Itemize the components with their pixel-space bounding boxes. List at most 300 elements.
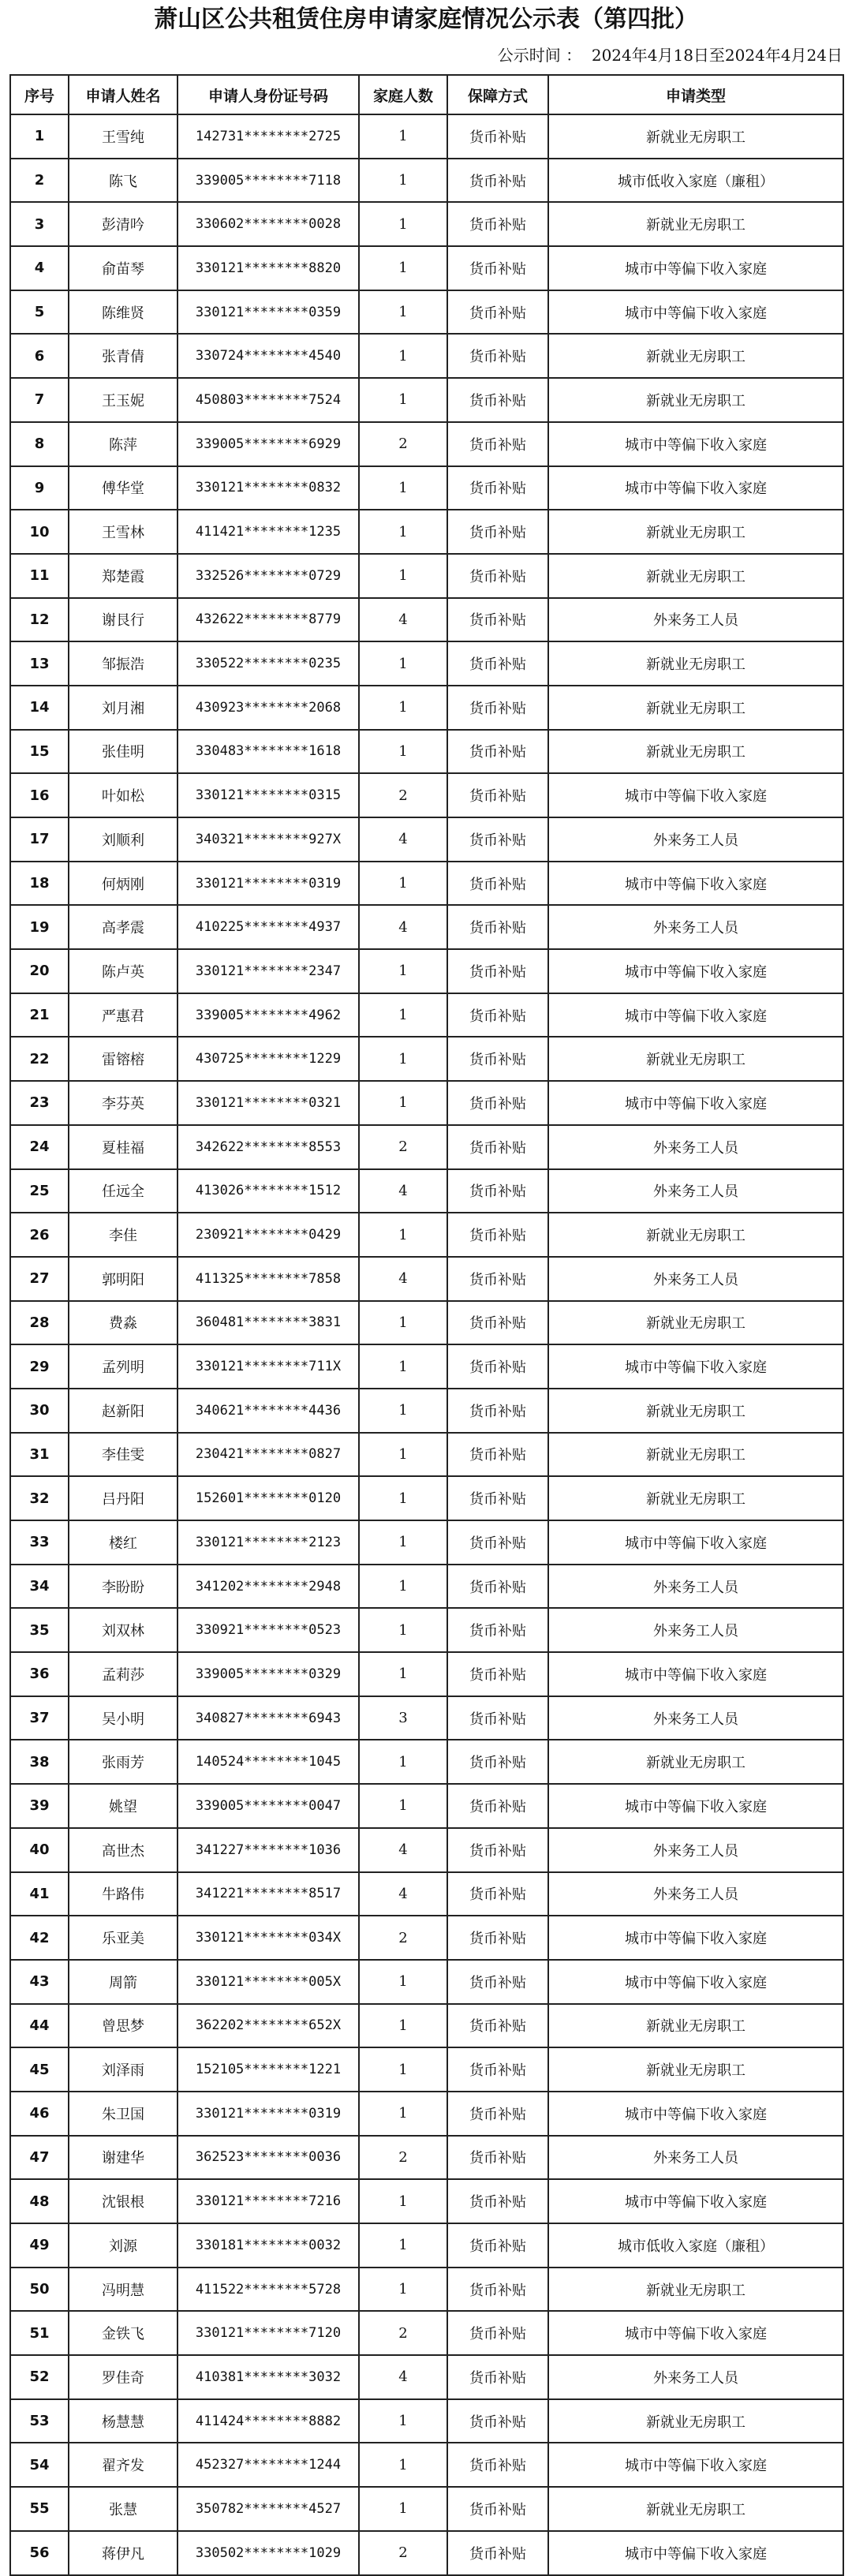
family-size: 2 xyxy=(359,1125,447,1169)
family-size: 1 xyxy=(359,1565,447,1609)
family-size: 4 xyxy=(359,1828,447,1872)
family-size: 1 xyxy=(359,1960,447,2004)
applicant-name: 俞苗琴 xyxy=(69,246,178,290)
family-size: 1 xyxy=(359,510,447,554)
family-size: 1 xyxy=(359,1344,447,1389)
support-method: 货币补贴 xyxy=(447,949,548,993)
application-type: 新就业无房职工 xyxy=(548,2047,843,2092)
id-number: 140524********1045 xyxy=(178,1740,359,1784)
applicant-name: 沈银根 xyxy=(69,2179,178,2223)
row-number: 8 xyxy=(10,422,69,466)
applicant-name: 叶如松 xyxy=(69,773,178,817)
applicant-name: 张佳明 xyxy=(69,730,178,774)
support-method: 货币补贴 xyxy=(447,1652,548,1696)
application-type: 外来务工人员 xyxy=(548,1872,843,1916)
row-number: 20 xyxy=(10,949,69,993)
table-row xyxy=(10,2136,843,2180)
id-number: 452327********1244 xyxy=(178,2443,359,2487)
row-number: 17 xyxy=(10,817,69,862)
row-number: 43 xyxy=(10,1960,69,2004)
id-number: 330121********2123 xyxy=(178,1520,359,1565)
table-row xyxy=(10,993,843,1038)
column-header: 保障方式 xyxy=(447,75,548,114)
table-row xyxy=(10,1960,843,2004)
table-row xyxy=(10,1125,843,1169)
family-size: 4 xyxy=(359,905,447,949)
family-size: 1 xyxy=(359,2092,447,2136)
table-row xyxy=(10,862,843,906)
applicant-name: 陈萍 xyxy=(69,422,178,466)
applicant-name: 谢建华 xyxy=(69,2136,178,2180)
application-type: 城市中等偏下收入家庭 xyxy=(548,2443,843,2487)
id-number: 411522********5728 xyxy=(178,2268,359,2312)
support-method: 货币补贴 xyxy=(447,1960,548,2004)
applicant-name: 刘源 xyxy=(69,2223,178,2268)
id-number: 362202********652X xyxy=(178,2004,359,2048)
support-method: 货币补贴 xyxy=(447,159,548,203)
application-type: 新就业无房职工 xyxy=(548,1301,843,1345)
application-type: 新就业无房职工 xyxy=(548,2004,843,2048)
table-row xyxy=(10,2047,843,2092)
table-row xyxy=(10,246,843,290)
row-number: 53 xyxy=(10,2399,69,2443)
family-size: 1 xyxy=(359,2399,447,2443)
table-row xyxy=(10,817,843,862)
row-number: 42 xyxy=(10,1916,69,1960)
family-size: 1 xyxy=(359,246,447,290)
applicant-name: 王玉妮 xyxy=(69,378,178,422)
support-method: 货币补贴 xyxy=(447,1213,548,1257)
family-size: 1 xyxy=(359,378,447,422)
row-number: 24 xyxy=(10,1125,69,1169)
id-number: 339005********0329 xyxy=(178,1652,359,1696)
id-number: 330121********0319 xyxy=(178,862,359,906)
support-method: 货币补贴 xyxy=(447,817,548,862)
applicant-name: 刘顺利 xyxy=(69,817,178,862)
table-row xyxy=(10,1828,843,1872)
table-row xyxy=(10,598,843,642)
id-number: 411424********8882 xyxy=(178,2399,359,2443)
id-number: 362523********0036 xyxy=(178,2136,359,2180)
support-method: 货币补贴 xyxy=(447,1520,548,1565)
family-size: 1 xyxy=(359,202,447,246)
applicant-name: 金铁飞 xyxy=(69,2311,178,2355)
applicant-name: 李佳雯 xyxy=(69,1433,178,1477)
applicant-name: 王雪林 xyxy=(69,510,178,554)
table-row xyxy=(10,2311,843,2355)
application-type: 新就业无房职工 xyxy=(548,641,843,686)
table-row xyxy=(10,2487,843,2531)
id-number: 410381********3032 xyxy=(178,2355,359,2399)
id-number: 342622********8553 xyxy=(178,1125,359,1169)
applicant-name: 罗佳奇 xyxy=(69,2355,178,2399)
support-method: 货币补贴 xyxy=(447,686,548,730)
id-number: 341221********8517 xyxy=(178,1872,359,1916)
family-size: 4 xyxy=(359,817,447,862)
applicant-name: 张雨芳 xyxy=(69,1740,178,1784)
id-number: 330121********0321 xyxy=(178,1081,359,1125)
row-number: 21 xyxy=(10,993,69,1038)
application-type: 城市中等偏下收入家庭 xyxy=(548,773,843,817)
row-number: 26 xyxy=(10,1213,69,1257)
support-method: 货币补贴 xyxy=(447,1344,548,1389)
family-size: 1 xyxy=(359,1784,447,1828)
family-size: 1 xyxy=(359,1433,447,1477)
id-number: 411421********1235 xyxy=(178,510,359,554)
support-method: 货币补贴 xyxy=(447,2311,548,2355)
table-row xyxy=(10,1652,843,1696)
application-type: 新就业无房职工 xyxy=(548,686,843,730)
applicant-name: 姚望 xyxy=(69,1784,178,1828)
support-method: 货币补贴 xyxy=(447,2487,548,2531)
row-number: 52 xyxy=(10,2355,69,2399)
row-number: 46 xyxy=(10,2092,69,2136)
family-size: 1 xyxy=(359,1389,447,1433)
application-type: 新就业无房职工 xyxy=(548,2268,843,2312)
support-method: 货币补贴 xyxy=(447,2179,548,2223)
application-type: 外来务工人员 xyxy=(548,1169,843,1213)
applicant-name: 朱卫国 xyxy=(69,2092,178,2136)
family-size: 1 xyxy=(359,334,447,378)
row-number: 44 xyxy=(10,2004,69,2048)
application-type: 城市中等偏下收入家庭 xyxy=(548,1916,843,1960)
id-number: 360481********3831 xyxy=(178,1301,359,1345)
family-size: 1 xyxy=(359,1081,447,1125)
row-number: 5 xyxy=(10,290,69,335)
applicant-name: 刘泽雨 xyxy=(69,2047,178,2092)
row-number: 33 xyxy=(10,1520,69,1565)
applicant-name: 陈维贤 xyxy=(69,290,178,335)
applicant-name: 曾思梦 xyxy=(69,2004,178,2048)
id-number: 152601********0120 xyxy=(178,1476,359,1520)
row-number: 35 xyxy=(10,1608,69,1652)
id-number: 339005********4962 xyxy=(178,993,359,1038)
family-size: 1 xyxy=(359,2047,447,2092)
support-method: 货币补贴 xyxy=(447,378,548,422)
id-number: 340827********6943 xyxy=(178,1696,359,1740)
id-number: 350782********4527 xyxy=(178,2487,359,2531)
application-type: 城市中等偏下收入家庭 xyxy=(548,2311,843,2355)
application-type: 新就业无房职工 xyxy=(548,2399,843,2443)
id-number: 330121********0315 xyxy=(178,773,359,817)
table-row xyxy=(10,466,843,510)
support-method: 货币补贴 xyxy=(447,1608,548,1652)
row-number: 3 xyxy=(10,202,69,246)
applicant-name: 杨慧慧 xyxy=(69,2399,178,2443)
id-number: 432622********8779 xyxy=(178,598,359,642)
id-number: 450803********7524 xyxy=(178,378,359,422)
family-size: 1 xyxy=(359,114,447,159)
application-type: 新就业无房职工 xyxy=(548,202,843,246)
table-row xyxy=(10,1344,843,1389)
table-row xyxy=(10,1608,843,1652)
applicant-name: 夏桂福 xyxy=(69,1125,178,1169)
row-number: 1 xyxy=(10,114,69,159)
application-type: 新就业无房职工 xyxy=(548,1740,843,1784)
support-method: 货币补贴 xyxy=(447,2355,548,2399)
applicant-name: 何炳刚 xyxy=(69,862,178,906)
table-row xyxy=(10,1520,843,1565)
support-method: 货币补贴 xyxy=(447,202,548,246)
support-method: 货币补贴 xyxy=(447,730,548,774)
application-type: 外来务工人员 xyxy=(548,1257,843,1301)
applicant-name: 彭清吟 xyxy=(69,202,178,246)
application-type: 城市中等偏下收入家庭 xyxy=(548,1652,843,1696)
table-row xyxy=(10,773,843,817)
row-number: 39 xyxy=(10,1784,69,1828)
table-row xyxy=(10,422,843,466)
support-method: 货币补贴 xyxy=(447,1433,548,1477)
application-type: 新就业无房职工 xyxy=(548,554,843,598)
column-header: 家庭人数 xyxy=(359,75,447,114)
application-type: 新就业无房职工 xyxy=(548,1476,843,1520)
applicant-name: 高孝震 xyxy=(69,905,178,949)
application-type: 新就业无房职工 xyxy=(548,1037,843,1081)
row-number: 51 xyxy=(10,2311,69,2355)
column-header: 申请类型 xyxy=(548,75,843,114)
family-size: 1 xyxy=(359,1740,447,1784)
table-row xyxy=(10,202,843,246)
applicant-name: 邹振浩 xyxy=(69,641,178,686)
application-type: 新就业无房职工 xyxy=(548,1213,843,1257)
id-number: 152105********1221 xyxy=(178,2047,359,2092)
id-number: 330121********0359 xyxy=(178,290,359,335)
family-size: 2 xyxy=(359,2311,447,2355)
table-row xyxy=(10,1081,843,1125)
table-body xyxy=(10,114,843,2575)
application-type: 新就业无房职工 xyxy=(548,730,843,774)
support-method: 货币补贴 xyxy=(447,2443,548,2487)
row-number: 55 xyxy=(10,2487,69,2531)
id-number: 330502********1029 xyxy=(178,2531,359,2575)
application-type: 外来务工人员 xyxy=(548,598,843,642)
support-method: 货币补贴 xyxy=(447,246,548,290)
applicant-table xyxy=(9,74,844,2576)
table-row xyxy=(10,1169,843,1213)
applicant-name: 冯明慧 xyxy=(69,2268,178,2312)
row-number: 30 xyxy=(10,1389,69,1433)
publication-period xyxy=(498,41,843,69)
column-header: 序号 xyxy=(10,75,69,114)
family-size: 1 xyxy=(359,1476,447,1520)
family-size: 1 xyxy=(359,2443,447,2487)
application-type: 城市中等偏下收入家庭 xyxy=(548,290,843,335)
support-method: 货币补贴 xyxy=(447,2399,548,2443)
table-header-row xyxy=(10,75,843,114)
family-size: 4 xyxy=(359,1257,447,1301)
application-type: 城市中等偏下收入家庭 xyxy=(548,949,843,993)
support-method: 货币补贴 xyxy=(447,905,548,949)
support-method: 货币补贴 xyxy=(447,554,548,598)
application-type: 城市中等偏下收入家庭 xyxy=(548,993,843,1038)
id-number: 330121********034X xyxy=(178,1916,359,1960)
support-method: 货币补贴 xyxy=(447,2136,548,2180)
family-size: 1 xyxy=(359,686,447,730)
support-method: 货币补贴 xyxy=(447,1389,548,1433)
family-size: 1 xyxy=(359,2487,447,2531)
row-number: 50 xyxy=(10,2268,69,2312)
application-type: 外来务工人员 xyxy=(548,2355,843,2399)
family-size: 1 xyxy=(359,159,447,203)
support-method: 货币补贴 xyxy=(447,1696,548,1740)
application-type: 城市中等偏下收入家庭 xyxy=(548,466,843,510)
row-number: 13 xyxy=(10,641,69,686)
table-row xyxy=(10,1696,843,1740)
id-number: 413026********1512 xyxy=(178,1169,359,1213)
application-type: 新就业无房职工 xyxy=(548,378,843,422)
table-row xyxy=(10,1872,843,1916)
table-row xyxy=(10,159,843,203)
family-size: 4 xyxy=(359,1872,447,1916)
id-number: 430725********1229 xyxy=(178,1037,359,1081)
table-row xyxy=(10,290,843,335)
support-method: 货币补贴 xyxy=(447,1872,548,1916)
id-number: 330602********0028 xyxy=(178,202,359,246)
table-row xyxy=(10,2092,843,2136)
table-row xyxy=(10,2268,843,2312)
id-number: 330121********2347 xyxy=(178,949,359,993)
row-number: 32 xyxy=(10,1476,69,1520)
support-method: 货币补贴 xyxy=(447,2092,548,2136)
table-row xyxy=(10,949,843,993)
row-number: 29 xyxy=(10,1344,69,1389)
support-method: 货币补贴 xyxy=(447,290,548,335)
table-row xyxy=(10,1476,843,1520)
page-title: 萧山区公共租赁住房申请家庭情况公示表（第四批） xyxy=(154,6,698,33)
applicant-name: 孟莉莎 xyxy=(69,1652,178,1696)
id-number: 339005********7118 xyxy=(178,159,359,203)
application-type: 城市中等偏下收入家庭 xyxy=(548,246,843,290)
table-row xyxy=(10,2004,843,2048)
family-size: 1 xyxy=(359,1652,447,1696)
family-size: 1 xyxy=(359,1213,447,1257)
support-method: 货币补贴 xyxy=(447,598,548,642)
application-type: 城市中等偏下收入家庭 xyxy=(548,1784,843,1828)
applicant-name: 赵新阳 xyxy=(69,1389,178,1433)
support-method: 货币补贴 xyxy=(447,773,548,817)
row-number: 16 xyxy=(10,773,69,817)
support-method: 货币补贴 xyxy=(447,466,548,510)
id-number: 330724********4540 xyxy=(178,334,359,378)
applicant-name: 刘双林 xyxy=(69,1608,178,1652)
support-method: 货币补贴 xyxy=(447,1301,548,1345)
table-row xyxy=(10,2531,843,2575)
application-type: 城市中等偏下收入家庭 xyxy=(548,1344,843,1389)
application-type: 城市低收入家庭（廉租） xyxy=(548,159,843,203)
family-size: 1 xyxy=(359,1037,447,1081)
application-type: 城市中等偏下收入家庭 xyxy=(548,862,843,906)
support-method: 货币补贴 xyxy=(447,422,548,466)
support-method: 货币补贴 xyxy=(447,1081,548,1125)
family-size: 2 xyxy=(359,422,447,466)
application-type: 外来务工人员 xyxy=(548,2136,843,2180)
table-row xyxy=(10,1037,843,1081)
support-method: 货币补贴 xyxy=(447,1784,548,1828)
table-row xyxy=(10,334,843,378)
id-number: 330121********7216 xyxy=(178,2179,359,2223)
table-row xyxy=(10,1916,843,1960)
table-row xyxy=(10,1213,843,1257)
family-size: 1 xyxy=(359,949,447,993)
applicant-name: 谢艮行 xyxy=(69,598,178,642)
table-row xyxy=(10,2443,843,2487)
application-type: 城市中等偏下收入家庭 xyxy=(548,2531,843,2575)
row-number: 56 xyxy=(10,2531,69,2575)
application-type: 城市中等偏下收入家庭 xyxy=(548,1960,843,2004)
table-row xyxy=(10,730,843,774)
application-type: 新就业无房职工 xyxy=(548,114,843,159)
family-size: 1 xyxy=(359,290,447,335)
row-number: 36 xyxy=(10,1652,69,1696)
applicant-name: 李芬英 xyxy=(69,1081,178,1125)
id-number: 142731********2725 xyxy=(178,114,359,159)
id-number: 330121********005X xyxy=(178,1960,359,2004)
row-number: 6 xyxy=(10,334,69,378)
application-type: 城市中等偏下收入家庭 xyxy=(548,2092,843,2136)
family-size: 2 xyxy=(359,1916,447,1960)
application-type: 城市中等偏下收入家庭 xyxy=(548,1520,843,1565)
column-header: 申请人身份证号码 xyxy=(178,75,359,114)
row-number: 11 xyxy=(10,554,69,598)
application-type: 新就业无房职工 xyxy=(548,334,843,378)
support-method: 货币补贴 xyxy=(447,2531,548,2575)
id-number: 430923********2068 xyxy=(178,686,359,730)
support-method: 货币补贴 xyxy=(447,2047,548,2092)
family-size: 1 xyxy=(359,2004,447,2048)
row-number: 41 xyxy=(10,1872,69,1916)
id-number: 339005********0047 xyxy=(178,1784,359,1828)
family-size: 1 xyxy=(359,1520,447,1565)
applicant-name: 雷镕榕 xyxy=(69,1037,178,1081)
application-type: 外来务工人员 xyxy=(548,817,843,862)
id-number: 330181********0032 xyxy=(178,2223,359,2268)
family-size: 1 xyxy=(359,1301,447,1345)
table-row xyxy=(10,1257,843,1301)
id-number: 341227********1036 xyxy=(178,1828,359,1872)
period-value: 2024年4月18日至2024年4月24日 xyxy=(591,46,843,65)
applicant-name: 乐亚美 xyxy=(69,1916,178,1960)
row-number: 38 xyxy=(10,1740,69,1784)
family-size: 1 xyxy=(359,466,447,510)
table-row xyxy=(10,1301,843,1345)
applicant-name: 高世杰 xyxy=(69,1828,178,1872)
id-number: 330483********1618 xyxy=(178,730,359,774)
table-row xyxy=(10,686,843,730)
family-size: 1 xyxy=(359,730,447,774)
applicant-name: 王雪纯 xyxy=(69,114,178,159)
table-row xyxy=(10,2179,843,2223)
support-method: 货币补贴 xyxy=(447,1828,548,1872)
id-number: 341202********2948 xyxy=(178,1565,359,1609)
row-number: 48 xyxy=(10,2179,69,2223)
application-type: 城市中等偏下收入家庭 xyxy=(548,422,843,466)
applicant-name: 严惠君 xyxy=(69,993,178,1038)
support-method: 货币补贴 xyxy=(447,862,548,906)
application-type: 新就业无房职工 xyxy=(548,510,843,554)
table-row xyxy=(10,641,843,686)
applicant-name: 郭明阳 xyxy=(69,1257,178,1301)
id-number: 332526********0729 xyxy=(178,554,359,598)
applicant-name: 费淼 xyxy=(69,1301,178,1345)
applicant-name: 翟齐发 xyxy=(69,2443,178,2487)
column-header: 申请人姓名 xyxy=(69,75,178,114)
id-number: 330121********0319 xyxy=(178,2092,359,2136)
application-type: 外来务工人员 xyxy=(548,1696,843,1740)
family-size: 2 xyxy=(359,2136,447,2180)
row-number: 10 xyxy=(10,510,69,554)
application-type: 外来务工人员 xyxy=(548,905,843,949)
id-number: 411325********7858 xyxy=(178,1257,359,1301)
